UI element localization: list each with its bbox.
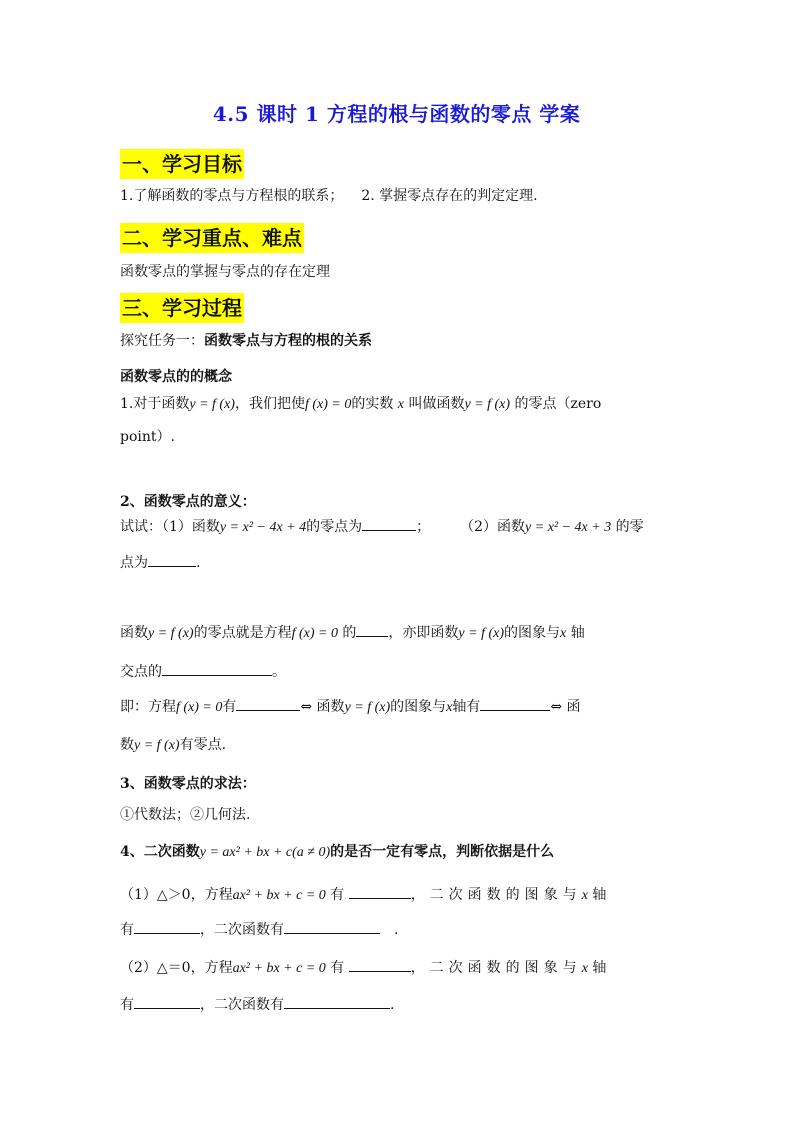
def-formula-3: y = f (x): [464, 397, 511, 412]
case1-text-c: ，二次函数的图象与: [410, 887, 582, 903]
case2-blank-2[interactable]: [134, 994, 200, 1009]
ie-formula-2: y = f (x): [344, 700, 391, 715]
ie-var-x: x: [446, 700, 453, 715]
trial-blank-2[interactable]: [148, 552, 196, 567]
def-text-e: 的零点（zero: [514, 396, 602, 412]
ie-text-c: ⇔ 函数: [300, 699, 345, 715]
definition-line-1: [120, 394, 601, 415]
case2-line-2: [120, 994, 394, 1015]
equiv-formula-2: f (x) = 0: [291, 626, 338, 641]
concept-heading: 函数零点的的概念: [120, 369, 232, 385]
method-heading: 3、函数零点的求法：: [120, 776, 256, 792]
definition-line-2: point）.: [120, 429, 175, 445]
equiv-text-b: 的零点就是方程: [193, 625, 292, 641]
trial-text-f: 点为: [120, 555, 148, 571]
case1-blank-2[interactable]: [134, 919, 200, 934]
def-var-x: x: [397, 397, 404, 412]
trial-line-2: [120, 552, 200, 573]
section-heading-process: 三、学习过程: [120, 293, 244, 323]
trial-text-e: 的零: [615, 519, 644, 535]
keypoints-text: 函数零点的掌握与零点的存在定理: [120, 264, 330, 280]
section-heading-keypoints: 二、学习重点、难点: [120, 223, 304, 253]
def-text-d: 叫做函数: [408, 396, 465, 412]
trial-text-c: ；: [416, 519, 431, 535]
q4-formula: y = ax² + bx + c(a ≠ 0): [199, 845, 331, 860]
task1-title: 函数零点与方程的根的关系: [204, 333, 372, 349]
ie-formula-3: y = f (x): [134, 738, 180, 753]
section-heading-goals: 一、学习目标: [120, 149, 244, 179]
def-text-b: ，我们把使: [234, 396, 305, 412]
case2-text-c: ，二次函数的图象与: [410, 960, 582, 976]
case2-blank-1[interactable]: [349, 957, 411, 972]
case1-var-x: x: [581, 888, 588, 903]
case1-text-h: .: [394, 922, 399, 938]
equiv-text-c: 的: [342, 625, 357, 641]
ie-text-d: 的图象与: [390, 699, 447, 715]
case1-text-a: （1）△＞0，方程: [120, 887, 233, 903]
equiv-var-x: x: [560, 626, 567, 641]
trial-formula-2: y = x² − 4x + 3: [525, 520, 612, 535]
def-text-a: 1.对于函数: [120, 396, 190, 412]
equiv-text-i: 。: [272, 664, 286, 680]
task1-line: [120, 331, 372, 351]
trial-formula-1: y = x² − 4x + 4: [219, 520, 307, 535]
goal-2: 2. 掌握零点存在的判定定理.: [361, 188, 538, 204]
trial-blank-1[interactable]: [362, 516, 416, 531]
case1-line-2: [120, 919, 398, 940]
ie-line-1: [120, 696, 581, 718]
equiv-text-g: 轴: [570, 625, 585, 641]
equiv-blank-2[interactable]: [162, 661, 272, 676]
trial-line-1: [120, 516, 644, 538]
case1-blank-1[interactable]: [349, 884, 411, 899]
case2-line-1: [120, 957, 606, 979]
case1-blank-3[interactable]: [284, 919, 380, 934]
goals-line: [120, 186, 538, 206]
case2-text-h: .: [390, 997, 395, 1013]
case2-text-d: 轴: [592, 960, 607, 976]
ie-text-g: ⇔ 函: [550, 699, 581, 715]
case2-var-x: x: [581, 961, 588, 976]
case1-text-d: 轴: [592, 887, 607, 903]
q4-text-a: 4、二次函数: [120, 844, 200, 860]
ie-blank-2[interactable]: [480, 696, 550, 711]
case1-line-1: [120, 884, 606, 906]
ie-text-a: 即：方程: [120, 699, 176, 715]
def-formula-2: f (x) = 0: [304, 397, 352, 412]
equiv-text-e: 的图象与: [504, 625, 561, 641]
task1-prefix: 探究任务一：: [120, 333, 204, 349]
case2-text-e: 有: [120, 997, 134, 1013]
equiv-blank-1[interactable]: [356, 622, 388, 637]
case2-text-g: ，二次函数有: [200, 997, 284, 1013]
ie-line-2: [120, 735, 226, 756]
case2-text-b: 有: [330, 960, 345, 976]
trial-text-g: .: [196, 555, 201, 571]
goal-1: 1.了解函数的零点与方程根的联系；: [120, 188, 344, 204]
trial-text-b: 的零点为: [306, 519, 363, 535]
def-text-c: 的实数: [351, 396, 394, 412]
ie-text-i: 有零点.: [179, 737, 227, 753]
equiv-text-h: 交点的: [120, 664, 162, 680]
case2-formula: ax² + bx + c = 0: [232, 961, 326, 976]
case2-text-a: （2）△＝0，方程: [120, 960, 233, 976]
case1-text-b: 有: [330, 887, 345, 903]
case1-text-e: 有: [120, 922, 134, 938]
ie-text-e: 轴有: [452, 699, 481, 715]
def-formula-1: y = f (x): [189, 397, 235, 412]
equiv-line-2: [120, 661, 286, 682]
ie-text-b: 有: [222, 699, 237, 715]
trial-text-d: （2）函数: [460, 519, 526, 535]
meaning-heading: 2、函数零点的意义：: [120, 494, 256, 510]
case2-blank-3[interactable]: [284, 994, 390, 1009]
q4-text-b: 的是否一定有零点，判断依据是什么: [330, 844, 555, 860]
equiv-formula-3: y = f (x): [458, 626, 505, 641]
ie-text-h: 数: [120, 737, 134, 753]
page-title: 4.5 课时 1 方程的根与函数的零点 学案: [212, 102, 581, 126]
case1-text-g: ，二次函数有: [200, 922, 284, 938]
question-4-line: [120, 842, 554, 863]
trial-text-a: 试试：（1）函数: [120, 519, 220, 535]
ie-formula-1: f (x) = 0: [176, 700, 223, 715]
ie-blank-1[interactable]: [236, 696, 300, 711]
equiv-line-1: [120, 622, 585, 644]
equiv-formula-1: y = f (x): [148, 626, 194, 641]
equiv-text-d: ，亦即函数: [388, 625, 459, 641]
methods-text: ①代数法；②几何法.: [120, 807, 251, 823]
equiv-text-a: 函数: [120, 625, 148, 641]
case1-formula: ax² + bx + c = 0: [232, 888, 326, 903]
